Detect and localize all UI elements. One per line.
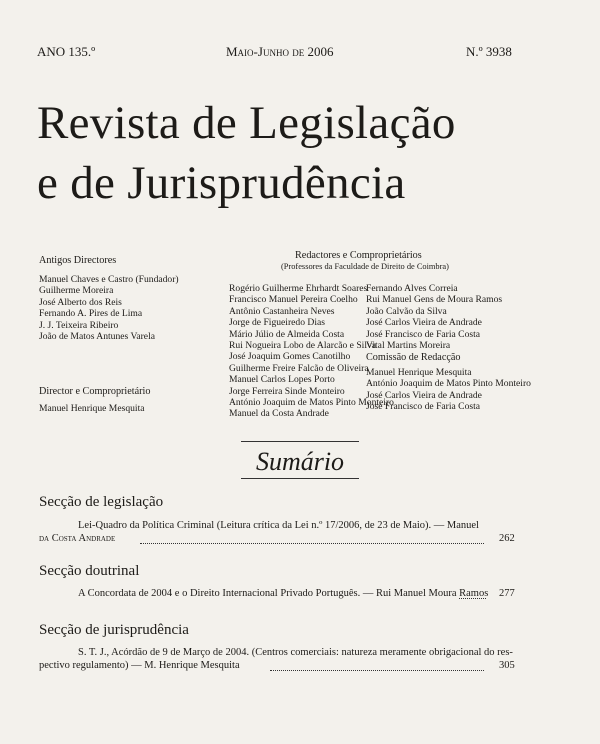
former-directors-list (39, 274, 179, 342)
journal-title-line1: Revista de Legislação (37, 97, 456, 149)
entry-legislation-line2: da Costa Andrade (39, 533, 116, 544)
section-heading-jurisprudence: Secção de jurisprudência (39, 622, 189, 638)
former-director-name: J. J. Teixeira Ribeiro (39, 319, 119, 331)
summary-bottom-rule (241, 478, 359, 479)
issue-date: Maio-Junho de 2006 (226, 44, 334, 59)
former-director-name: José Alberto dos Reis (39, 296, 122, 308)
former-director-name: Fernando A. Pires de Lima (39, 308, 143, 320)
former-director-name: João de Matos Antunes Varela (39, 331, 155, 343)
committee-member: José Francisco de Faria Costa (366, 401, 481, 413)
journal-year: ANO 135.º (37, 44, 96, 59)
leader-dots (459, 598, 486, 599)
committee-heading: Comissão de Redacção (366, 352, 461, 363)
director-name: Manuel Henrique Mesquita (39, 403, 145, 414)
committee-list (366, 367, 531, 413)
editor-name: Rogério Guilherme Ehrhardt Soares (229, 283, 368, 294)
editors-subheading: (Professores da Faculdade de Direito de Coimbra) (281, 262, 449, 271)
editor-name: Rui Nogueira Lobo de Alarcão e Silva (229, 340, 377, 352)
editor-name: Vital Martins Moreira (366, 340, 451, 352)
committee-member: Manuel Henrique Mesquita (366, 367, 472, 378)
editor-name: José Joaquim Gomes Canotilho (229, 351, 351, 363)
editors-column-2 (366, 283, 502, 351)
editor-name: Guilherme Freire Falcão de Oliveira (229, 362, 369, 374)
entry-legislation-line1: Lei-Quadro da Política Criminal (Leitura crítica da Lei n.º 17/2006, de 23 de Maio). — Manuel (78, 520, 479, 531)
editor-name: Antônio Castanheira Neves (229, 305, 335, 317)
former-directors-heading: Antigos Directores (39, 255, 117, 266)
entry-jurisprudence-line1: S. T. J., Acórdão de 9 de Março de 2004. (Centros comerciais: natureza meramente obrigacional do res- (78, 647, 513, 658)
editor-name: Fernando Alves Correia (366, 283, 458, 294)
former-director-name: Guilherme Moreira (39, 285, 114, 297)
editor-name: João Calvão da Silva (366, 305, 447, 317)
editor-name: Jorge Ferreira Sinde Monteiro (229, 385, 345, 397)
director-heading: Director e Comproprietário (39, 386, 151, 397)
section-heading-doctrinal: Secção doutrinal (39, 563, 140, 579)
summary-title: Sumário (255, 447, 345, 476)
page-number: 277 (499, 588, 515, 599)
leader-dots (140, 543, 484, 544)
former-director-name: Manuel Chaves e Castro (Fundador) (39, 274, 179, 285)
section-heading-legislation: Secção de legislação (39, 494, 164, 510)
editor-name: Jorge de Figueiredo Dias (229, 317, 326, 329)
editor-name: Mário Júlio de Almeida Costa (229, 328, 345, 340)
entry-jurisprudence-line2: pectivo regulamento) — M. Henrique Mesquita (39, 660, 240, 671)
summary-top-rule (241, 441, 359, 442)
editor-name: José Carlos Vieira de Andrade (366, 317, 482, 329)
committee-member: José Carlos Vieira de Andrade (366, 389, 482, 401)
journal-title-line2: e de Jurisprudência (37, 157, 406, 209)
editor-name: António Joaquim de Matos Pinto Monteiro (229, 397, 394, 409)
committee-member: António Joaquim de Matos Pinto Monteiro (366, 378, 531, 390)
leader-dots (270, 670, 484, 671)
editor-name: Manuel da Costa Andrade (229, 408, 329, 420)
issue-number: N.º 3938 (466, 44, 512, 59)
editors-heading: Redactores e Comproprietários (295, 250, 422, 261)
editor-name: Manuel Carlos Lopes Porto (229, 374, 335, 386)
page-number: 262 (499, 533, 515, 544)
editor-name: José Francisco de Faria Costa (366, 328, 481, 340)
editor-name: Francisco Manuel Pereira Coelho (229, 294, 358, 306)
page-number: 305 (499, 660, 515, 671)
editor-name: Rui Manuel Gens de Moura Ramos (366, 294, 503, 306)
entry-doctrinal-line1: A Concordata de 2004 e o Direito Internacional Privado Português. — Rui Manuel Moura Ramos (78, 588, 489, 599)
